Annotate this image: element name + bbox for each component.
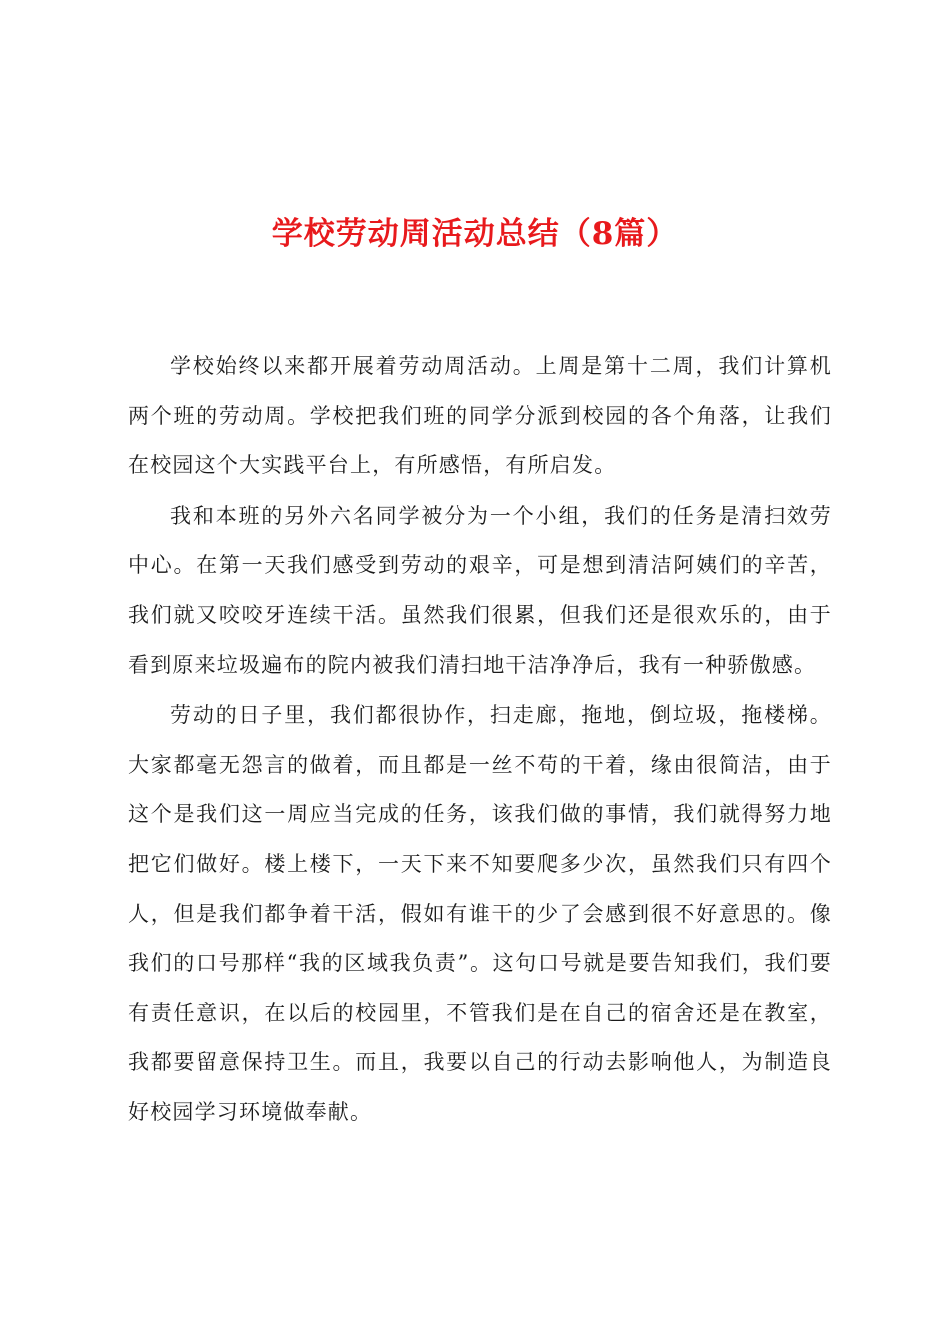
paragraph: 劳动的日子里，我们都很协作，扫走廊，拖地，倒垃圾，拖楼梯。大家都毫无怨言的做着，而且都是一丝不苟的干着，缘由很简洁，由于这个是我们这一周应当完成的任务，该我们做的事情，我们就得努力地把它们做好。楼上楼下，一天下来不知要爬多少次，虽然我们只有四个人，但是我们都争着干活，假如有谁干的少了会感到很不好意思的。像我们的口号那样“我的区域我负责”。这句口号就是要告知我们，我们要有责任意识，在以后的校园里，不管我们是在自己的宿舍还是在教室，我都要留意保持卫生。而且，我要以自己的行动去影响他人，为制造良好校园学习环境做奉献。 [128,703,832,1124]
paragraph: 学校始终以来都开展着劳动周活动。上周是第十二周，我们计算机两个班的劳动周。学校把我们班的同学分派到校园的各个角落，让我们在校园这个大实践平台上，有所感悟，有所启发。 [128,354,832,478]
document-title: 学校劳动周活动总结（8篇） [271,216,679,252]
paragraph: 我和本班的另外六名同学被分为一个小组，我们的任务是清扫效劳中心。在第一天我们感受到劳动的艰辛，可是想到清洁阿姨们的辛苦，我们就又咬咬牙连续干活。虽然我们很累，但我们还是很欢乐的，由于看到原来垃圾遍布的院内被我们清扫地干洁净净后，我有一种骄傲感。 [128,503,832,677]
document-body [128,342,832,1139]
